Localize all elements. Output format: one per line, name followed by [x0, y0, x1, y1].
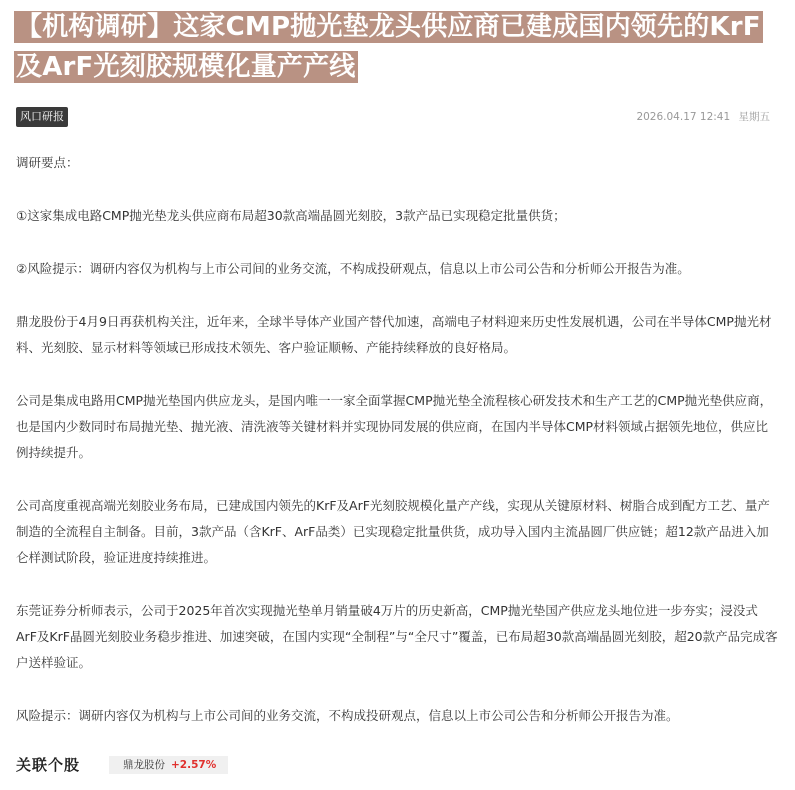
paragraph-research-points: 调研要点： [16, 155, 79, 170]
stock-change: +2.57% [171, 759, 217, 771]
publish-time [636, 109, 770, 124]
paragraph-body: 公司是集成电路用CMP抛光垫国内供应龙头，是国内唯一一家全面掌握CMP抛光垫全流程核心研发技术和生产工艺的CMP抛光垫供应商，也是国内少数同时布局抛光垫、抛光液、清洗液等关键材料并实现协同发展的供应商，在国内半导体CMP材料领域占据领先地位，供应比例持续提升。 [16, 393, 773, 460]
paragraph-risk-notice: 风险提示：调研内容仅为机构与上市公司间的业务交流，不构成投研观点，信息以上市公司公告和分析师公开报告为准。 [16, 708, 679, 723]
article-body [16, 150, 778, 756]
publish-weekday: 星期五 [738, 111, 770, 123]
article-title [14, 7, 784, 87]
stock-name: 鼎龙股份 [123, 759, 165, 771]
paragraph-body: 鼎龙股份于4月9日再获机构关注，近年来，全球半导体产业国产替代加速，高端电子材料迎来历史性发展机遇，公司在半导体CMP抛光材料、光刻胶、显示材料等领域已形成技术领先、客户验证顺畅、产能持续释放的良好格局。 [16, 314, 772, 355]
paragraph-body: 公司高度重视高端光刻胶业务布局，已建成国内领先的KrF及ArF光刻胶规模化量产产线，实现从关键原材料、树脂合成到配方工艺、量产制造的全流程自主制备。目前，3款产品（含KrF、ArF品类）已实现稳定批量供货，成功导入国内主流晶圆厂供应链；超12款产品进入加仑样测试阶段，验证进度持续推进。 [16, 498, 770, 565]
related-stocks-title: 关联个股 [16, 756, 81, 774]
paragraph-point-1: ①这家集成电路CMP抛光垫龙头供应商布局超30款高端晶圆光刻胶，3款产品已实现稳定批量供货； [16, 208, 566, 223]
paragraph-body: 东莞证券分析师表示，公司于2025年首次实现抛光垫单月销量破4万片的历史新高，CMP抛光垫国产供应龙头地位进一步夯实；浸没式ArF及KrF晶圆光刻胶业务稳步推进、加速突破，在国内实现“全制程”与“全尺寸”覆盖，已布局超30款高端晶圆光刻胶，超20款产品完成客户送样验证。 [16, 603, 778, 670]
article-meta [16, 107, 770, 127]
source-tag[interactable]: 风口研报 [16, 107, 68, 127]
stock-chip[interactable] [109, 756, 228, 774]
related-stocks [16, 752, 776, 780]
article-title-text: 【机构调研】这家CMP抛光垫龙头供应商已建成国内领先的KrF及ArF光刻胶规模化量产产线 [16, 12, 761, 82]
article-header [14, 7, 784, 87]
publish-date: 2026.04.17 12:41 [636, 111, 731, 123]
paragraph-point-2: ②风险提示：调研内容仅为机构与上市公司间的业务交流，不构成投研观点，信息以上市公司公告和分析师公开报告为准。 [16, 261, 690, 276]
